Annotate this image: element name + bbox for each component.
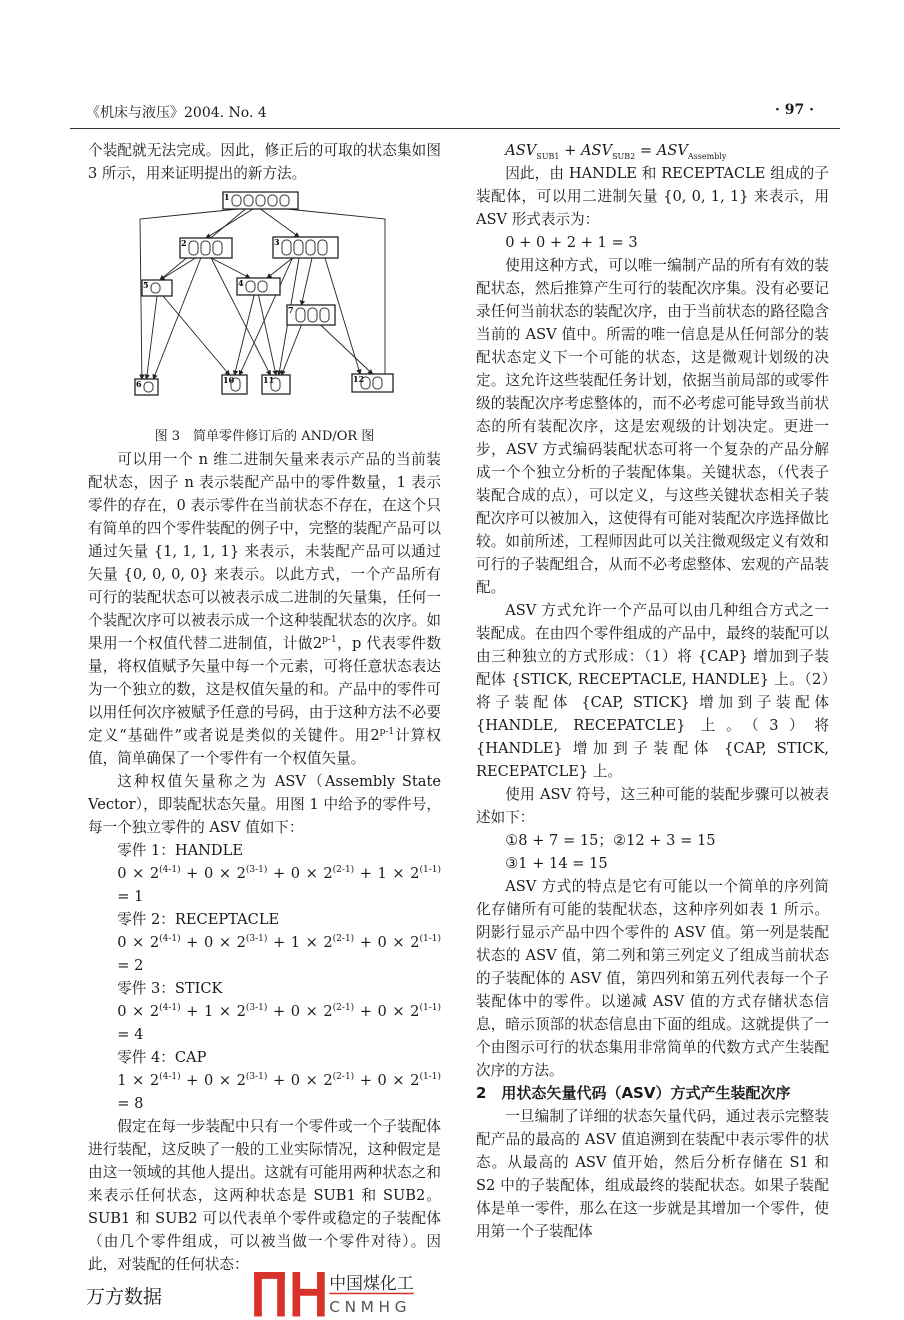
state-node-1 xyxy=(223,192,298,209)
part-label: 零件 4：CAP xyxy=(117,1049,207,1066)
part-label: 零件 2：RECEPTACLE xyxy=(117,911,280,928)
edge-2-4 xyxy=(211,258,250,278)
state-node-5 xyxy=(142,280,172,296)
text: 可以用一个 n 维二进制矢量来表示产品的当前装配状态，因子 n 表示装配产品中的零件数量，1 表示零件的存在，0 表示零件在当前状态不存在，在这个只有简单的四个零件装配的例子中，完整的装配产品可以通过矢量 {1, 1, 1, 1} 来表示，未装配产品可以通过矢量 {0, 0, 0, 0} 来表示。以此方式，一个产品所有可行的装配状态可以被表示成二进制的矢量集，任何一个装配次序可以被表示成一个这种装配状态的次序。如果用一个权值代替二进制值，计做 xyxy=(88,451,441,652)
edge-3-10 xyxy=(240,258,293,375)
paragraph: 因此，由 HANDLE 和 RECEPTACLE 组成的子装配体，可以用二进制矢量 {0, 0, 1, 1} 来表示，用 ASV 形式表示为： xyxy=(476,165,829,228)
equation: 0 + 0 + 2 + 1 = 3 xyxy=(505,234,638,251)
page-number: · 97 · xyxy=(775,102,814,118)
edge-5-6 xyxy=(147,296,158,379)
node-label: 4 xyxy=(238,278,244,288)
node-label: 2 xyxy=(181,238,187,248)
power: 2$^{p-1}$ xyxy=(312,635,337,652)
edge-2-5 xyxy=(160,258,196,280)
state-node-10 xyxy=(222,375,247,394)
paragraph: ASV 方式的特点是它有可能以一个简单的序列简化存储所有可能的装配状态，这种序列如表 1 所示。阴影行显示产品中四个零件的 ASV 值。第一列是装配状态的 ASV 值，第二列和第三列定义了组成当前状态的子装配体的 ASV 值，第四列和第五列代表每一个子装配体中的零件。以递减 ASV 值的方式存储状态信息，暗示顶部的状态信息由下面的组成。这就提供了一个由图示可行的状态集用非常简单的代数方式产生装配次序的方法。 xyxy=(476,878,829,1079)
header-rule xyxy=(70,128,840,129)
paragraph: 假定在每一步装配中只有一个零件或一个子装配体进行装配，这反映了一般的工业实际情况，这种假定是由这一领域的其他人提出。这就有可能用两种状态之和来表示任何状态，这两种状态是 SUB1 和 SUB2。SUB1 和 SUB2 可以代表单个零件或稳定的子装配体（由几个零件组成，可以被当做一个零件对待）。因此，对装配的任何状态： xyxy=(88,1118,441,1273)
figure-3 xyxy=(88,185,441,425)
paragraph: 一旦编制了详细的状态矢量代码，通过表示完整装配产品的最高的 ASV 值追溯到在装配中表示零件的状态。从最高的 ASV 值开始，然后分析存储在 S1 和 S2 中的子装配体，组成最终的装配状态。如果子装配体是单一零件，那么在这一步就是其增加一个零件，使用第一个子装配体 xyxy=(476,1108,829,1240)
watermark-latin: CNMHG xyxy=(329,1297,412,1316)
paragraph: 使用这种方式，可以唯一编制产品的所有有效的装配状态，然后推算产生可行的装配次序集。没有必要记录任何当前状态的装配次序，由于当前状态的路径隐含当前的 ASV 值中。所需的唯一信息是从任何部分的装配状态定义下一个可能的状态，这是微观计划级的决定。这允许这些装配任务计划，依据当前局部的或零件级的装配次序考虑整体的，而不必考虑可能导致当前状态的所有装配次序，这是宏观级的计划决定。更进一步，ASV 方式编码装配状态可将一个复杂的产品分解成一个个独立分析的子装配体集。关键状态，（代表子装配合成的点），可以定义，与这些关键状态相关子装配次序可以被加入，这使得有可能对装配次序选择做比较。如前所述，工程师因此可以关注微观级定义有效和可行的子装配组合，从而不必考虑整体、宏观的产品装配。 xyxy=(476,257,829,596)
part-asv-formula: $1 \times 2^{(4-1)} + 0 \times 2^{(3-1)} + 0 \times 2^{(2-1)} + 0 \times 2^{(1-1)} = 8$ xyxy=(117,1072,441,1112)
edge-1-3 xyxy=(261,209,300,237)
text: 计算权值，简单确保了一个零件有一个权值矢量。 xyxy=(88,727,441,767)
node-label: 6 xyxy=(136,379,142,389)
and-or-diagram xyxy=(88,185,441,425)
asv-sum-equation: $ASV_{SUB1} + ASV_{SUB2} = ASV_{Assembly}$ xyxy=(505,142,727,161)
node-label: 7 xyxy=(288,305,294,315)
edge-3-4 xyxy=(267,258,292,278)
edge-2-6 xyxy=(153,258,200,379)
node-label: 12 xyxy=(353,374,365,384)
part-asv-formula: $0 \times 2^{(4-1)} + 0 \times 2^{(3-1)} + 1 \times 2^{(2-1)} + 0 \times 2^{(1-1)} = 2$ xyxy=(117,934,441,974)
node-label: 3 xyxy=(274,237,280,247)
state-node-11 xyxy=(262,375,290,394)
footer-source: 万方数据 xyxy=(86,1286,163,1308)
state-node-6 xyxy=(135,379,158,395)
edge-2-11 xyxy=(211,258,270,375)
state-node-7 xyxy=(287,305,335,325)
state-node-4 xyxy=(237,278,280,295)
edge-7-11 xyxy=(282,325,302,375)
section-heading: 2 用状态矢量代码（ASV）方式产生装配次序 xyxy=(476,1084,791,1102)
watermark-name: 中国煤化工 xyxy=(329,1272,414,1293)
part-label: 零件 3：STICK xyxy=(117,980,223,997)
figure-caption: 图 3 简单零件修订后的 AND/OR 图 xyxy=(154,429,375,444)
node-label: 11 xyxy=(263,375,275,385)
part-asv-list xyxy=(88,839,441,1115)
left-column xyxy=(88,139,441,1276)
paragraph: 个装配就无法完成。因此，修正后的可取的状态集如图 3 所示，用来证明提出的新方法。 xyxy=(88,142,441,182)
edge-1-12 xyxy=(287,209,393,383)
node-label: 1 xyxy=(224,192,230,202)
equation: ③1 + 14 = 15 xyxy=(505,855,608,872)
state-node-2 xyxy=(180,238,232,258)
edge-5-10 xyxy=(163,296,230,375)
edge-4-10 xyxy=(235,295,255,375)
node-label: 5 xyxy=(143,280,149,290)
paragraph: ASV 方式允许一个产品可以由几种组合方式之一装配成。在由四个零件组成的产品中，最终的装配可以由三种独立的方式形成：（1）将 {CAP} 增加到子装配体 {STICK, RECEPTACLE, HANDLE} 上。（2）将子装配体 {CAP, STICK} 增加到子装配体 {HANDLE, RECEPATCLE} 上。（3）将 {HANDLE} 增加到子装配体 {CAP, STICK, RECEPATCLE} 上。 xyxy=(476,602,829,780)
text: ，p 代表零件数量，将权值赋予矢量中每一个元素，可将任意状态表达为一个独立的数，这是权值矢量的和。产品中的零件可以用任何次序被赋予任意的号码，由于这种方法不必要定义“基础件”或者说是类似的关键件。用 xyxy=(88,635,441,744)
paragraph: 这种权值矢量称之为 ASV（Assembly State Vector），即装配状态矢量。用图 1 中给予的零件号，每一个独立零件的 ASV 值如下： xyxy=(88,773,441,836)
part-label: 零件 1：HANDLE xyxy=(117,842,243,859)
edge-4-11 xyxy=(259,295,277,375)
state-node-3 xyxy=(273,237,338,258)
state-node-12 xyxy=(352,374,393,392)
part-asv-formula: $0 \times 2^{(4-1)} + 1 \times 2^{(3-1)} + 0 \times 2^{(2-1)} + 0 \times 2^{(1-1)} = 4$ xyxy=(117,1003,441,1043)
journal-header: 《机床与液压》2004. No. 4 xyxy=(86,105,267,121)
watermark-logo xyxy=(250,1272,450,1318)
equation: ①8 + 7 = 15；②12 + 3 = 15 xyxy=(505,832,716,849)
edge-7-12 xyxy=(321,325,373,374)
node-label: 10 xyxy=(223,375,235,385)
part-asv-formula: $0 \times 2^{(4-1)} + 0 \times 2^{(3-1)} + 0 \times 2^{(2-1)} + 1 \times 2^{(1-1)} = 1$ xyxy=(117,865,441,905)
power: 2$^{p-1}$ xyxy=(370,727,395,744)
paragraph: 使用 ASV 符号，这三种可能的装配步骤可以被表述如下： xyxy=(476,786,829,826)
edge-3-7 xyxy=(301,258,312,305)
right-column xyxy=(476,139,829,1243)
edge-1-2 xyxy=(206,209,253,238)
paragraph xyxy=(88,448,441,770)
